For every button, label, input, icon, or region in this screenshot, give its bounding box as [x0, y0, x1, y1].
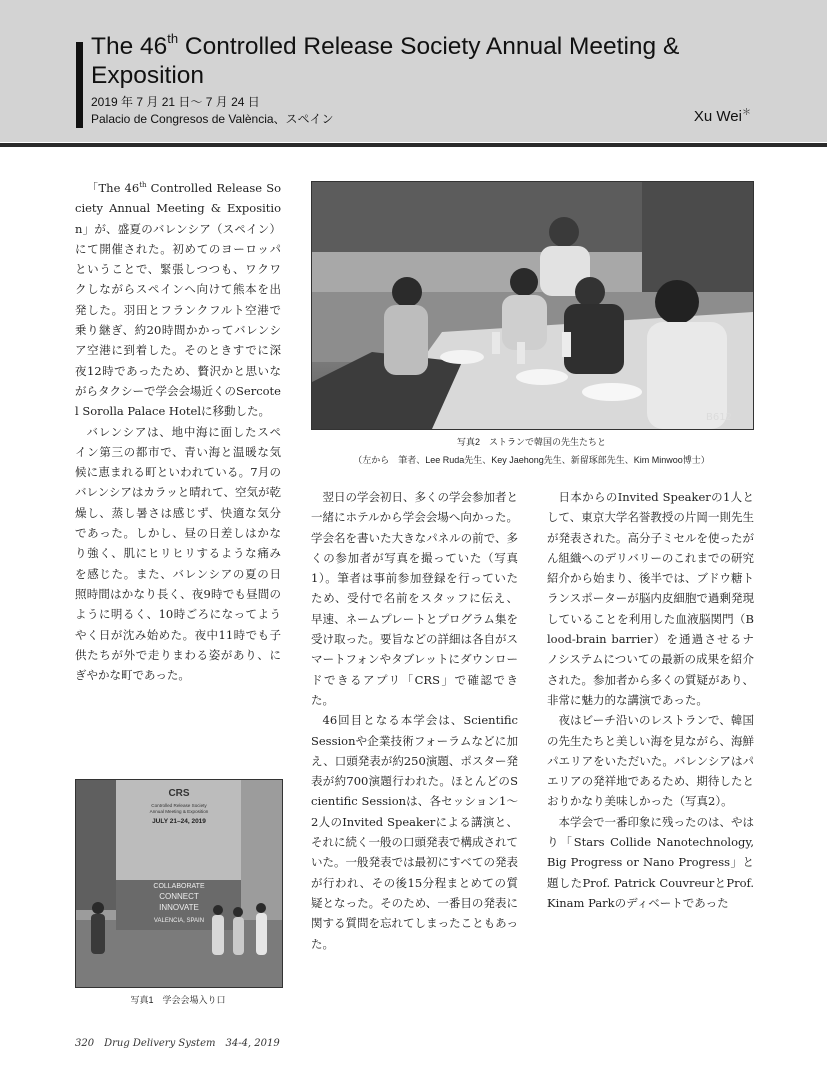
- title-text-post: Controlled Release Society Annual Meeting & Exposition: [91, 33, 680, 89]
- photo-2-caption-detail: （左から 筆者、Lee Ruda先生、Key Jaehong先生、新留琢郎先生、Kim Minwoo博士）: [353, 455, 710, 465]
- title-text-pre: The 46: [91, 33, 168, 60]
- header-accent-bar: [76, 42, 83, 128]
- page-footer: 320 Drug Delivery System 34-4, 2019: [75, 1038, 280, 1049]
- event-venue: Palacio de Congresos de València、スペイン: [91, 112, 334, 126]
- paragraph: 夜はビーチ沿いのレストランで、韓国の先生たちと美しい海を見ながら、海鮮パエリアをいただいた。バレンシアはパエリアの発祥地であるため、期待したとおりかなり美味しかった（写真2）。: [547, 713, 754, 809]
- author-name: [694, 108, 751, 125]
- photo-venue-entrance: [75, 779, 283, 988]
- author-text: Xu Wei: [693, 108, 742, 125]
- title-ordinal: th: [167, 31, 179, 46]
- photo-1-caption: 写真1 学会会場入り口: [130, 995, 226, 1005]
- paragraph: [75, 178, 281, 422]
- header-rule: [0, 143, 827, 147]
- article-header: [0, 0, 827, 142]
- paragraph: 46回目となる本学会は、Scientific Sessionや企業技術フォーラムなどに加え、口頭発表が約250演題、ポスター発表が約700演題行われた。ほとんどのScientific Sessionは、各セッション1～2人のInvited Speakerによる講演と、それに続く一般の口頭発表で構成されていた。一般発表では最初にすべての発表が行われ、その後15分程まとめての質疑となった。そのため、一番目の発表に関する質問を忘れてしまったこともあった。: [311, 713, 518, 951]
- text-run: 「The 46: [86, 181, 140, 195]
- event-dates: 2019 年 7 月 21 日～ 7 月 24 日: [91, 95, 260, 109]
- paragraph: バレンシアは、地中海に面したスペイン第三の都市で、青い海と温暖な気候に恵まれる町といわれている。7月のバレンシアはカラッと晴れて、空気が乾燥し、蒸し暑さは感じず、快適な気分であった。しかし、昼の日差しはかなり強く、肌にヒリヒリするような痛みを感じた。また、バレンシアの夏の日照時間はかなり長く、夜9時でも昼間のように明るく、10時ごろになってようやく日が沈み始めた。夜中11時でも子供たちが外で走りまわる姿があり、にぎやかな町であった。: [75, 424, 281, 683]
- paragraph: 翌日の学会初日、多くの学会参加者と一緒にホテルから学会会場へ向かった。学会名を書いた大きなパネルの前で、多くの参加者が写真を撮っていた（写真1）。筆者は事前参加登録を行っていたため、受付で名前をスタッフに伝え、早速、ネームプレートとプログラム集を受け取った。要旨などの詳細は各自がスマートフォンやタブレットにダウンロードできるアプリ「CRS」で確認できた。: [311, 490, 518, 707]
- banner-city: VALENCIA, SPAIN: [153, 918, 205, 924]
- banner-word-1: COLLABORATE: [153, 883, 205, 890]
- sign-logo: CRS: [168, 788, 190, 799]
- text-column-2: [311, 487, 518, 954]
- photo-restaurant: [311, 181, 754, 430]
- banner-word-3: INNOVATE: [159, 903, 199, 912]
- sign-line-2: Annual Meeting & Exposition: [149, 809, 209, 814]
- paragraph: 日本からのInvited Speakerの1人として、東京大学名誉教授の片岡一則先生が発表された。高分子ミセルを使ったがん組織へのデリバリーのこれまでの研究紹介から始まり、後半では、ブドウ糖トランスポーターが脳内皮細胞で過剰発現していることを利用した血液脳関門（Blood-brain barrier）を通過させるナノシステムについての最新の成果を紹介された。参加者から多くの質疑があり、非常に魅力的な講演であった。: [547, 490, 754, 707]
- photo-watermark: B612: [706, 412, 732, 423]
- photo-restaurant-image: [312, 182, 753, 429]
- author-mark: ＊: [741, 107, 751, 117]
- text-run: Controlled Release Society Annual Meeting & Exposition」が、盛夏のバレンシア（スペイン）にて開催された。初めてのヨーロッパということで、緊張しつつも、ワクワクしながらスペインへ向けて熊本を出発した。羽田とフランクフルト空港で乗り継ぎ、約20時間かかってバレンシア空港に到着した。そのときすでに深夜12時であったため、贅沢かと思いながらタクシーで学会会場近くのSercotel Sorolla Palace Hotelに移動した。: [75, 181, 281, 419]
- photo-2-caption: 写真2 ストランで韓国の先生たちと: [456, 437, 606, 447]
- paragraph: 本学会で一番印象に残ったのは、やはり「Stars Collide Nanotechnology, Big Progress or Nano Progress」と題したProf. Patrick CouvreurとProf. Kinam Parkのディベートであった: [547, 814, 754, 910]
- sign-line-1: Controlled Release Society: [151, 803, 207, 808]
- photo-venue-image: [76, 780, 282, 987]
- banner-word-2: CONNECT: [159, 892, 199, 901]
- article-title: [91, 32, 791, 90]
- text-column-1: [75, 178, 281, 685]
- text-column-3: [547, 487, 754, 913]
- ordinal-sup: th: [139, 181, 147, 189]
- sign-dates: JULY 21–24, 2019: [152, 818, 206, 825]
